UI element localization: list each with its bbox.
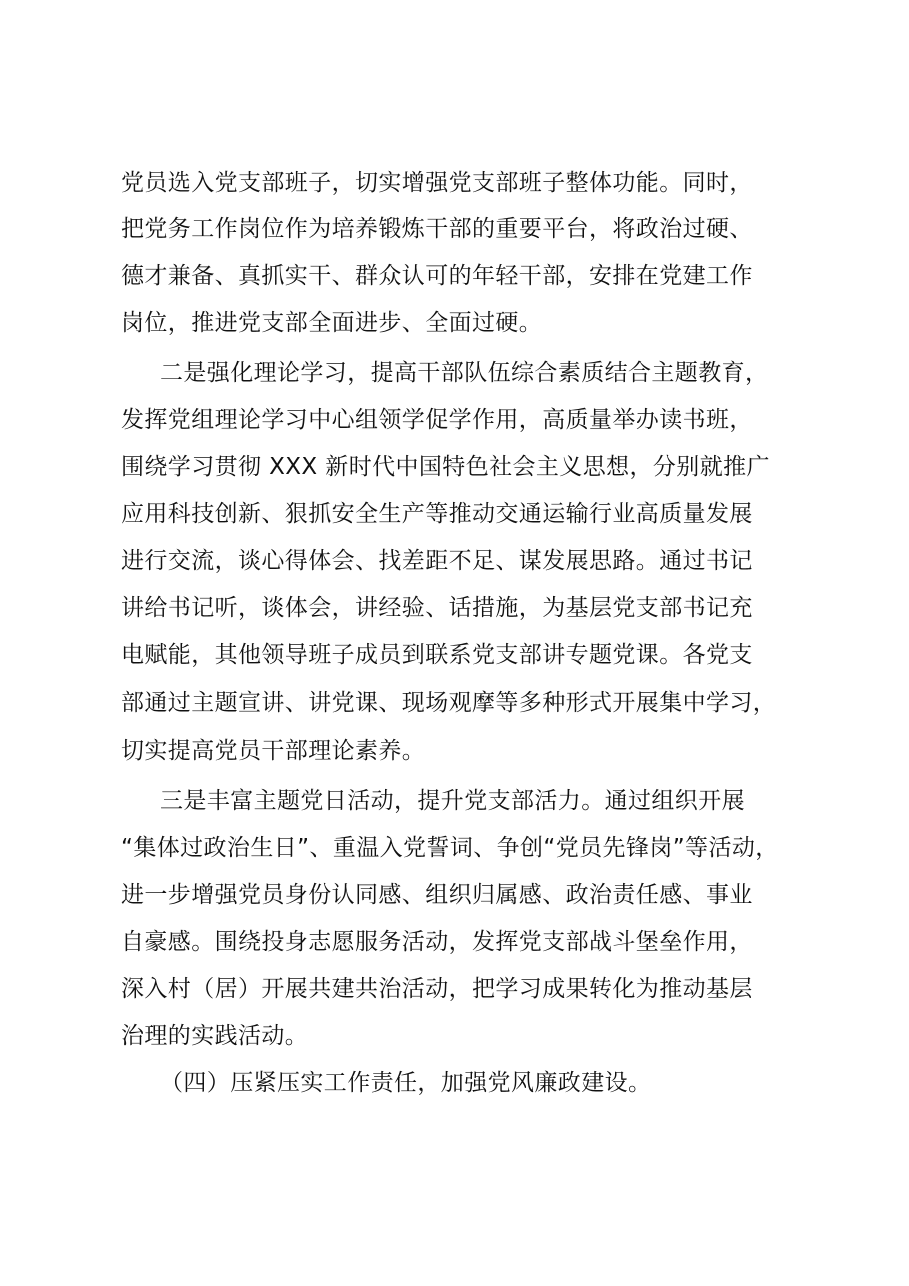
text-line: 把党务工作岗位作为培养锻炼干部的重要平台，将政治过硬、 (121, 216, 753, 242)
text-line: “集体过政治生日”、重温入党誓词、争创“党员先锋岗”等活动， (121, 835, 779, 861)
text-line: 治理的实践活动。 (121, 1023, 309, 1049)
text-line: 岗位，推进党支部全面进步、全面过硬。 (121, 310, 543, 336)
text-line: 切实提高党员干部理论素养。 (121, 738, 426, 764)
text-line: 二是强化理论学习，提高干部队伍综合素质结合主题教育， (160, 360, 769, 386)
text-line: 进行交流，谈心得体会、找差距不足、谋发展思路。通过书记 (121, 548, 753, 574)
text-line: 围绕学习贯彻 XXX 新时代中国特色社会主义思想，分别就推广 (121, 454, 770, 480)
text-line: 党员选入党支部班子，切实增强党支部班子整体功能。同时， (121, 170, 753, 196)
text-line: 电赋能，其他领导班子成员到联系党支部讲专题党课。各党支 (121, 642, 753, 668)
text-line: 德才兼备、真抓实干、群众认可的年轻干部，安排在党建工作 (121, 263, 753, 289)
text-line: 三是丰富主题党日活动，提升党支部活力。通过组织开展 (160, 788, 745, 814)
section-heading: （四）压紧压实工作责任，加强党风廉政建设。 (160, 1070, 652, 1096)
text-line: 深入村（居）开展共建共治活动，把学习成果转化为推动基层 (121, 976, 753, 1002)
text-line: 讲给书记听，谈体会，讲经验、话措施，为基层党支部书记充 (121, 595, 753, 621)
text-line: 进一步增强党员身份认同感、组织归属感、政治责任感、事业 (121, 882, 753, 908)
text-line: 发挥党组理论学习中心组领学促学作用，高质量举办读书班， (121, 407, 753, 433)
text-line: 部通过主题宣讲、讲党课、现场观摩等多种形式开展集中学习， (121, 690, 777, 716)
text-line: 应用科技创新、狠抓安全生产等推动交通运输行业高质量发展 (121, 501, 753, 527)
text-line: 自豪感。围绕投身志愿服务活动，发挥党支部战斗堡垒作用， (121, 929, 753, 955)
